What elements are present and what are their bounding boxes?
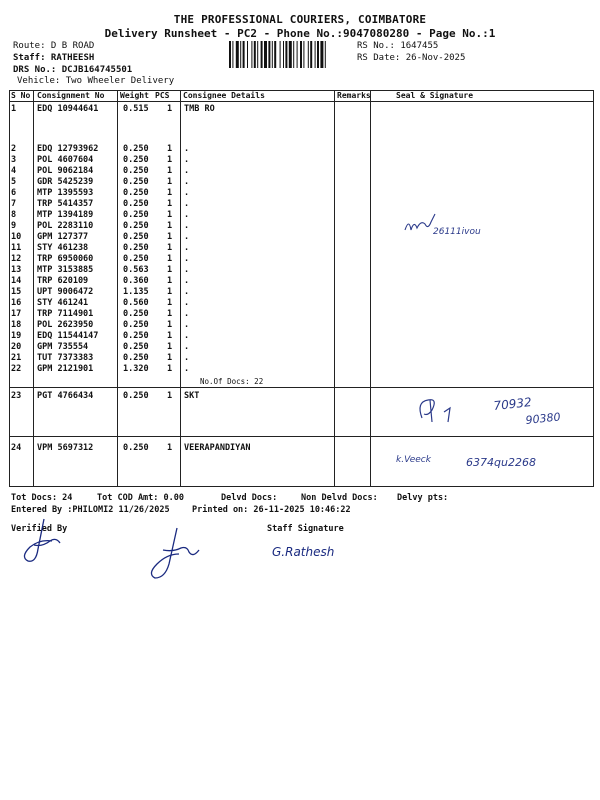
- cell-weight: 1.135: [123, 287, 149, 297]
- cell-pcs: 1: [167, 199, 173, 209]
- cell-consignment: GPM 2121901: [37, 364, 94, 374]
- col-header-pcs: PCS: [155, 91, 170, 100]
- cell-pcs: 1: [167, 104, 173, 114]
- cell-consignment: STY 461241: [37, 298, 89, 308]
- cell-sno: 17: [11, 309, 22, 319]
- cell-pcs: 1: [167, 210, 173, 220]
- cell-consignment: GPM 735554: [37, 342, 89, 352]
- cell-sno: 20: [11, 342, 22, 352]
- barcode-image: [229, 41, 353, 68]
- cell-pcs: 1: [167, 166, 173, 176]
- cell-consignment: TRP 620109: [37, 276, 89, 286]
- non-delivered-docs: Non Delvd Docs:: [301, 493, 378, 503]
- cell-pcs: 1: [167, 254, 173, 264]
- cell-sno: 10: [11, 232, 22, 242]
- cell-sno: 15: [11, 287, 22, 297]
- cell-pcs: 1: [167, 177, 173, 187]
- table-header-border: [9, 101, 594, 102]
- cell-consignee: .: [184, 353, 190, 363]
- rs-number: RS No.: 1647455: [357, 41, 439, 51]
- cell-consignment: POL 9062184: [37, 166, 94, 176]
- cell-consignee: TMB RO: [184, 104, 215, 114]
- group-separator-2: [9, 436, 594, 437]
- cell-weight: 0.250: [123, 320, 149, 330]
- cell-pcs: 1: [167, 188, 173, 198]
- cell-consignee: .: [184, 254, 190, 264]
- col-header-signature: Seal & Signature: [396, 91, 474, 100]
- col-border-sno: [33, 90, 34, 486]
- cell-sno: 2: [11, 144, 17, 154]
- svg-text:6374qu2268: 6374qu2268: [466, 456, 536, 469]
- col-header-consignment: Consignment No: [37, 91, 105, 100]
- cell-sno: 21: [11, 353, 22, 363]
- cell-weight: 0.250: [123, 188, 149, 198]
- cell-consignee: .: [184, 298, 190, 308]
- runsheet-subtitle: Delivery Runsheet - PC2 - Phone No.:9047080280 - Page No.:1: [104, 27, 496, 40]
- cell-consignment: UPT 9006472: [37, 287, 94, 297]
- cell-pcs: 1: [167, 320, 173, 330]
- cell-sno: 23: [11, 391, 22, 401]
- cell-weight: 0.250: [123, 342, 149, 352]
- cell-consignee: .: [184, 232, 190, 242]
- cell-pcs: 1: [167, 276, 173, 286]
- col-border-pcs: [180, 90, 181, 486]
- cell-pcs: 1: [167, 298, 173, 308]
- cell-pcs: 1: [167, 353, 173, 363]
- drs-number: DRS No.: DCJB164745501: [13, 65, 133, 75]
- delivered-docs: Delvd Docs:: [221, 493, 278, 503]
- cell-consignment: EDQ 11544147: [37, 331, 99, 341]
- cell-sno: 4: [11, 166, 17, 176]
- col-border-cons: [117, 90, 118, 486]
- cell-sno: 19: [11, 331, 22, 341]
- total-docs: Tot Docs: 24: [11, 493, 73, 503]
- cell-consignee: .: [184, 342, 190, 352]
- cell-consignee: .: [184, 177, 190, 187]
- verifier-signature-2: [145, 522, 205, 584]
- cell-weight: 0.250: [123, 232, 149, 242]
- entered-by: Entered By :PHILOMI2 11/26/2025: [11, 505, 170, 515]
- cell-pcs: 1: [167, 391, 173, 401]
- cell-sno: 18: [11, 320, 22, 330]
- cell-sno: 14: [11, 276, 22, 286]
- svg-text:k.Veeck: k.Veeck: [396, 455, 431, 465]
- rs-date: RS Date: 26-Nov-2025: [357, 53, 466, 63]
- cell-weight: 0.250: [123, 210, 149, 220]
- svg-text:70932: 70932: [492, 395, 533, 413]
- staff-signature: [270, 538, 360, 564]
- cell-weight: 0.250: [123, 199, 149, 209]
- cell-pcs: 1: [167, 342, 173, 352]
- col-header-consignee: Consignee Details: [183, 91, 265, 100]
- cell-sno: 3: [11, 155, 17, 165]
- cell-pcs: 1: [167, 155, 173, 165]
- cell-consignee: .: [184, 276, 190, 286]
- cell-consignee: .: [184, 331, 190, 341]
- cell-pcs: 1: [167, 221, 173, 231]
- cell-consignee: .: [184, 364, 190, 374]
- cell-pcs: 1: [167, 144, 173, 154]
- col-header-sno: S No: [11, 91, 31, 100]
- cell-weight: 0.250: [123, 243, 149, 253]
- cell-consignment: TRP 7114901: [37, 309, 94, 319]
- delivery-points: Delvy pts:: [397, 493, 449, 503]
- cell-weight: 0.250: [123, 353, 149, 363]
- cell-pcs: 1: [167, 232, 173, 242]
- cell-pcs: 1: [167, 243, 173, 253]
- cell-consignment: TUT 7373383: [37, 353, 94, 363]
- cell-sno: 1: [11, 104, 17, 114]
- cell-pcs: 1: [167, 309, 173, 319]
- cell-weight: 0.250: [123, 391, 149, 401]
- cell-consignee: SKT: [184, 391, 200, 401]
- cell-sno: 7: [11, 199, 17, 209]
- table-bottom-border: [9, 486, 594, 487]
- cell-consignment: VPM 5697312: [37, 443, 94, 453]
- svg-text:90380: 90380: [524, 410, 562, 427]
- cell-sno: 8: [11, 210, 17, 220]
- col-header-weight: Weight: [120, 91, 149, 100]
- cell-pcs: 1: [167, 443, 173, 453]
- cell-consignee: .: [184, 144, 190, 154]
- no-of-docs: No.Of Docs: 22: [200, 377, 264, 386]
- cell-consignee: .: [184, 188, 190, 198]
- cell-weight: 0.360: [123, 276, 149, 286]
- cell-sno: 13: [11, 265, 22, 275]
- cell-weight: 1.320: [123, 364, 149, 374]
- cell-consignee: .: [184, 243, 190, 253]
- cell-consignment: TRP 5414357: [37, 199, 94, 209]
- staff-label: Staff: RATHEESH: [13, 53, 95, 63]
- col-border-remarks: [370, 90, 371, 486]
- cell-consignment: TRP 6950060: [37, 254, 94, 264]
- cell-weight: 0.515: [123, 104, 149, 114]
- cell-weight: 0.250: [123, 155, 149, 165]
- cell-consignment: MTP 1394189: [37, 210, 94, 220]
- cell-consignee: .: [184, 265, 190, 275]
- cell-consignee: .: [184, 221, 190, 231]
- cell-consignee: .: [184, 210, 190, 220]
- cell-weight: 0.250: [123, 331, 149, 341]
- cell-consignee: VEERAPANDIYAN: [184, 443, 251, 453]
- cell-sno: 12: [11, 254, 22, 264]
- cell-consignee: .: [184, 199, 190, 209]
- cell-consignment: EDQ 12793962: [37, 144, 99, 154]
- cell-consignment: POL 4607604: [37, 155, 94, 165]
- cell-consignment: EDQ 10944641: [37, 104, 99, 114]
- cell-weight: 0.250: [123, 309, 149, 319]
- signature-block-1: [395, 200, 505, 250]
- cell-consignment: GPM 127377: [37, 232, 89, 242]
- cell-pcs: 1: [167, 287, 173, 297]
- cell-sno: 6: [11, 188, 17, 198]
- cell-pcs: 1: [167, 364, 173, 374]
- svg-text:26111ivou: 26111ivou: [433, 227, 481, 237]
- col-border-consignee: [334, 90, 335, 486]
- cell-consignment: MTP 3153885: [37, 265, 94, 275]
- cell-weight: 0.250: [123, 221, 149, 231]
- cell-consignee: .: [184, 166, 190, 176]
- cell-consignment: MTP 1395593: [37, 188, 94, 198]
- vehicle-label: Vehicle: Two Wheeler Delivery: [17, 76, 175, 86]
- cell-pcs: 1: [167, 331, 173, 341]
- cell-consignee: .: [184, 155, 190, 165]
- cell-consignment: POL 2623950: [37, 320, 94, 330]
- cell-weight: 0.250: [123, 144, 149, 154]
- cell-sno: 9: [11, 221, 17, 231]
- cell-consignee: .: [184, 309, 190, 319]
- svg-text:G.Rathesh: G.Rathesh: [272, 545, 335, 559]
- col-border-right: [593, 90, 594, 486]
- cell-weight: 0.250: [123, 443, 149, 453]
- cell-sno: 24: [11, 443, 22, 453]
- col-header-remarks: Remarks: [337, 91, 371, 100]
- cell-weight: 0.250: [123, 254, 149, 264]
- signature-block-3: [392, 444, 592, 474]
- cell-consignee: .: [184, 287, 190, 297]
- cell-sno: 5: [11, 177, 17, 187]
- verifier-signature-1: [14, 515, 74, 575]
- signature-block-2: [410, 388, 580, 436]
- cell-consignment: PGT 4766434: [37, 391, 94, 401]
- route-label: Route: D B ROAD: [13, 41, 95, 51]
- cell-pcs: 1: [167, 265, 173, 275]
- cell-sno: 16: [11, 298, 22, 308]
- verified-by-label: Verified By: [11, 524, 68, 534]
- cell-sno: 22: [11, 364, 22, 374]
- cell-consignment: STY 461238: [37, 243, 89, 253]
- cell-consignee: .: [184, 320, 190, 330]
- cell-sno: 11: [11, 243, 22, 253]
- cell-weight: 0.250: [123, 177, 149, 187]
- printed-on: Printed on: 26-11-2025 10:46:22: [192, 505, 351, 515]
- total-cod-amount: Tot COD Amt: 0.00: [97, 493, 184, 503]
- cell-weight: 0.250: [123, 166, 149, 176]
- cell-consignment: GDR 5425239: [37, 177, 94, 187]
- col-border-left: [9, 90, 10, 486]
- company-title: THE PROFESSIONAL COURIERS, COIMBATORE: [173, 13, 427, 26]
- cell-consignment: POL 2283110: [37, 221, 94, 231]
- staff-signature-label: Staff Signature: [267, 524, 344, 534]
- cell-weight: 0.560: [123, 298, 149, 308]
- cell-weight: 0.563: [123, 265, 149, 275]
